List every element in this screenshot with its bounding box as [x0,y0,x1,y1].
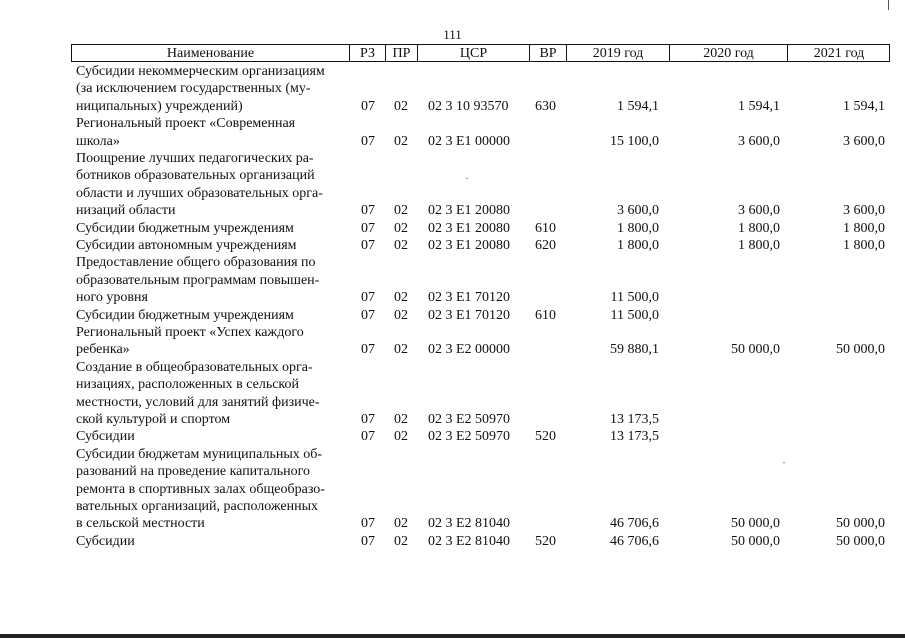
cell-rz: 07 [361,429,375,445]
cell-2021: 1 800,0 [843,238,885,253]
cell-2019: 46 706,6 [610,533,659,549]
cell-2019: 46 706,6 [610,516,659,532]
cell-2020: 50 000,0 [731,516,780,532]
cell-vr: 520 [535,533,556,549]
cell-rz: 07 [361,290,375,306]
cell-2019: 11 500,0 [610,307,659,323]
cell-csr: 02 3 E1 70120 [428,307,511,323]
page-number: 111 [443,27,462,42]
cell-2019: 1 594,1 [617,98,659,114]
cell-2021: 1 800,0 [843,220,885,236]
row-name-line: разований на проведение капитального [76,464,311,480]
cell-rz: 07 [361,238,375,253]
cell-csr: 02 3 E2 81040 [428,516,511,532]
header-csr: ЦСР [417,45,529,61]
cell-csr: 02 3 E1 20080 [428,238,511,253]
row-name-line: школа» [76,133,120,149]
cell-pr: 02 [394,220,408,236]
cell-2021: 1 594,1 [843,98,885,114]
row-name-line: (за исключением государственных (му- [76,81,311,97]
cell-2021: 50 000,0 [836,516,885,532]
cell-vr: 620 [535,238,556,253]
row-name-line: Предоставление общего образования по [76,255,316,271]
scan-speck [783,462,785,463]
row-name-line: ской культурой и спортом [76,412,231,427]
header-pr: ПР [385,45,417,61]
cell-rz: 07 [361,133,375,149]
cell-csr: 02 3 E1 20080 [428,220,511,236]
cell-2019: 13 173,5 [610,429,659,445]
cell-vr: 610 [535,220,556,236]
scan-corner-mark [888,0,889,10]
row-name-line: ребенка» [76,342,130,358]
cell-pr: 02 [394,533,408,549]
cell-2020: 3 600,0 [738,133,780,149]
cell-2020: 1 800,0 [738,238,780,253]
cell-pr: 02 [394,290,408,306]
cell-2019: 11 500,0 [610,290,659,306]
table-header [71,44,890,62]
row-name-line: ниципальных) учреждений) [76,98,243,114]
row-name-line: в сельской местности [76,516,205,532]
cell-2019: 1 800,0 [617,220,659,236]
row-name-line: Региональный проект «Успех каждого [76,325,304,340]
row-name-line: Поощрение лучших педагогических ра- [76,151,314,166]
row-name-line: Субсидии [76,429,135,445]
row-name-line: Создание в общеобразовательных орга- [76,359,313,375]
cell-vr: 520 [535,429,556,445]
cell-pr: 02 [394,412,408,427]
cell-rz: 07 [361,98,375,114]
cell-vr: 630 [535,98,556,114]
row-name-line: местности, условий для занятий физиче- [76,394,320,410]
cell-vr: 610 [535,307,556,323]
cell-2019: 3 600,0 [617,203,659,219]
page-bottom-rule [0,634,905,638]
row-name-line: Субсидии бюджетным учреждениям [76,220,294,236]
row-name-line: Субсидии [76,533,135,549]
cell-2021: 50 000,0 [836,342,885,358]
header-name: Наименование [166,46,255,61]
cell-csr: 02 3 E1 00000 [428,133,511,149]
row-name-line: области и лучших образовательных орга- [76,185,323,201]
cell-2019: 1 800,0 [617,238,659,253]
cell-2019: 59 880,1 [610,342,659,358]
cell-pr: 02 [394,238,408,253]
cell-pr: 02 [394,342,408,358]
header-2020: 2020 год [669,45,787,61]
row-name-line: Субсидии некоммерческим организациям [76,64,325,79]
row-name-line: Субсидии автономным учреждениям [76,238,297,253]
header-2019: 2019 год [566,45,669,61]
cell-pr: 02 [394,203,408,219]
row-name-line: Субсидии бюджетным учреждениям [76,307,294,323]
cell-2019: 13 173,5 [610,412,659,427]
row-name-line: Субсидии бюджетам муниципальных об- [76,446,323,462]
header-rz: РЗ [349,45,385,61]
cell-2021: 50 000,0 [836,533,885,549]
cell-csr: 02 3 10 93570 [428,98,509,114]
cell-csr: 02 3 E1 70120 [428,290,511,306]
row-name-line: Региональный проект «Современная [76,116,296,132]
header-2021: 2021 год [787,45,890,61]
cell-2020: 3 600,0 [738,203,780,219]
row-name-line: ботников образовательных организаций [76,168,315,184]
cell-rz: 07 [361,220,375,236]
cell-2021: 3 600,0 [843,203,885,219]
cell-2021: 3 600,0 [843,133,885,149]
cell-csr: 02 3 E2 00000 [428,342,511,358]
cell-2020: 1 800,0 [738,220,780,236]
cell-pr: 02 [394,98,408,114]
cell-rz: 07 [361,342,375,358]
cell-rz: 07 [361,516,375,532]
row-name-line: ного уровня [76,290,148,306]
row-name-line: ремонта в спортивных залах общеобразо- [76,481,325,497]
header-vr: ВР [529,45,566,61]
cell-rz: 07 [361,412,375,427]
row-name-line: вательных организаций, расположенных [76,499,319,514]
cell-rz: 07 [361,307,375,323]
cell-2020: 1 594,1 [738,98,780,114]
row-name-line: низаций области [76,203,176,219]
cell-pr: 02 [394,429,408,445]
cell-csr: 02 3 E2 50970 [428,429,511,445]
cell-csr: 02 3 E1 20080 [428,203,511,219]
cell-pr: 02 [394,307,408,323]
cell-2020: 50 000,0 [731,533,780,549]
cell-2020: 50 000,0 [731,342,780,358]
cell-csr: 02 3 E2 81040 [428,533,511,549]
cell-2019: 15 100,0 [610,133,659,149]
cell-rz: 07 [361,533,375,549]
row-name-line: низациях, расположенных в сельской [76,377,299,393]
row-name-line: образовательным программам повышен- [76,272,320,288]
cell-rz: 07 [361,203,375,219]
cell-pr: 02 [394,133,408,149]
cell-pr: 02 [394,516,408,532]
cell-csr: 02 3 E2 50970 [428,412,511,427]
scan-speck [466,178,468,179]
